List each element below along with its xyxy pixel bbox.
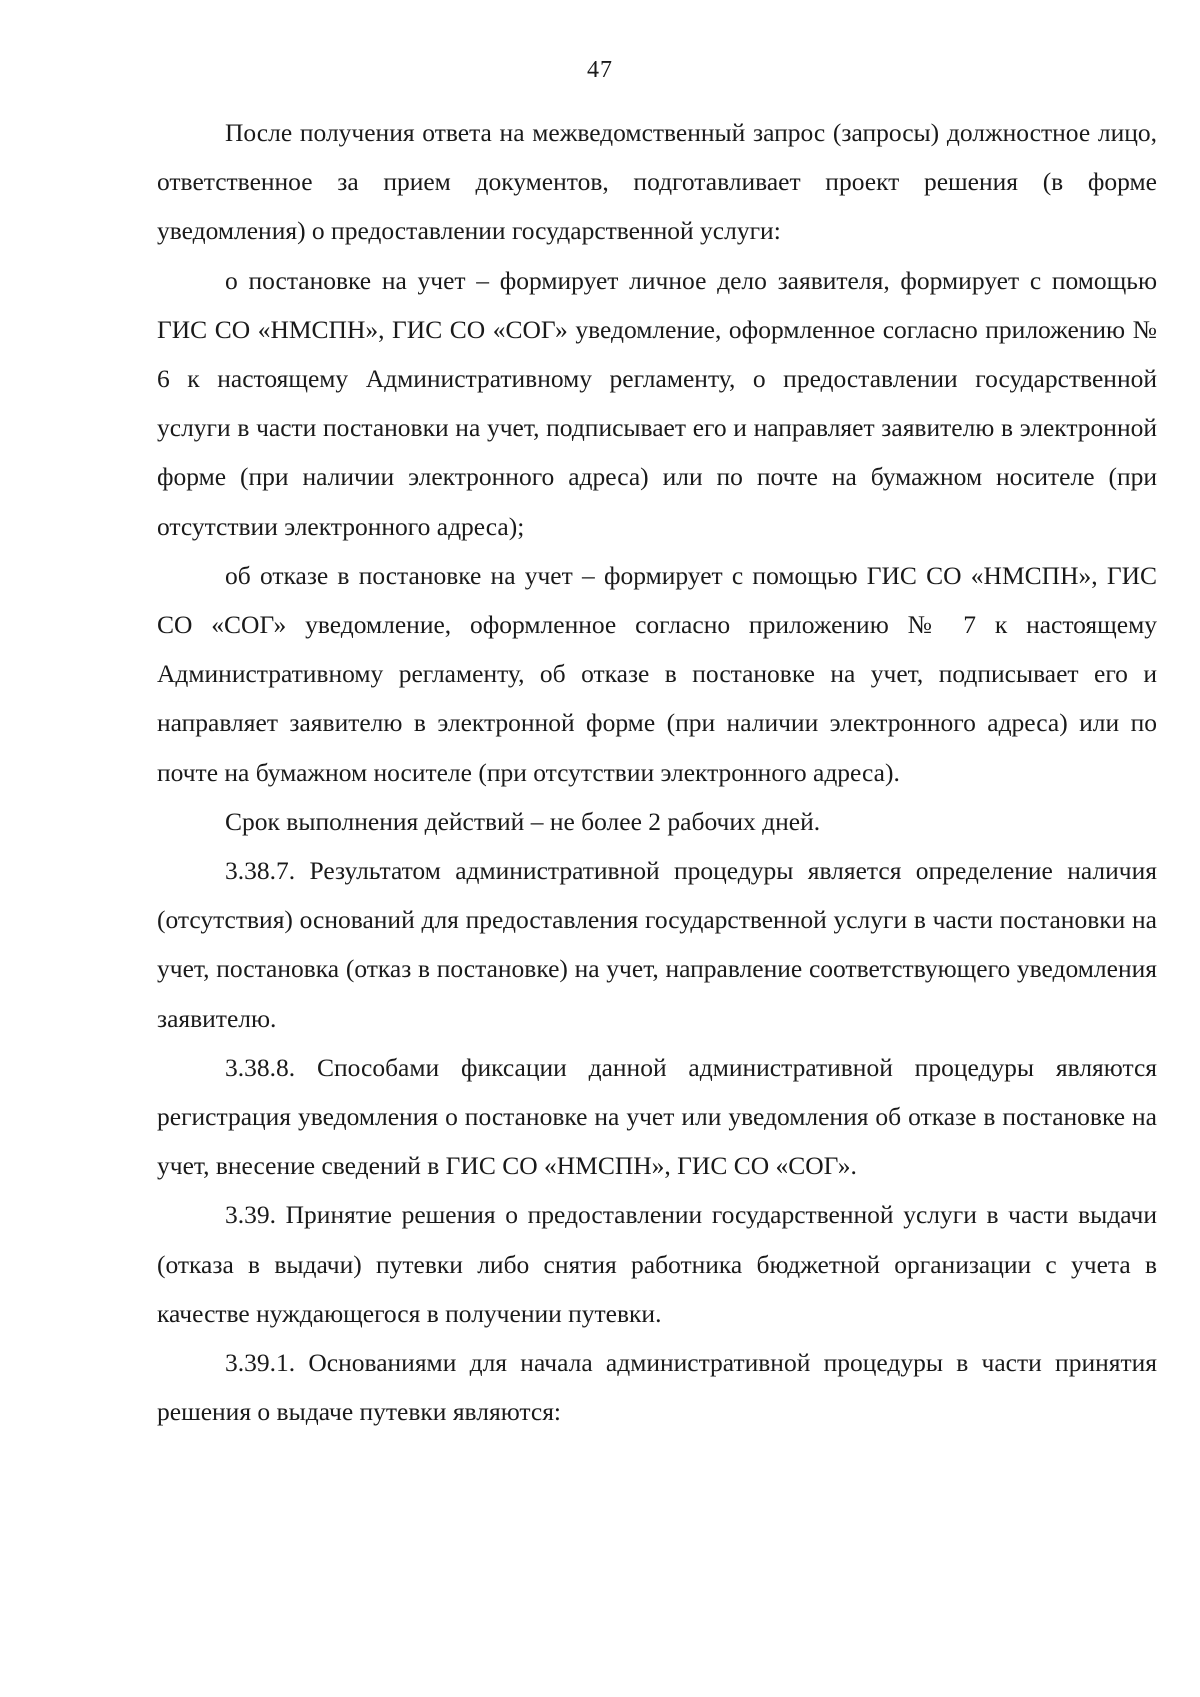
document-body xyxy=(157,108,1157,1436)
paragraph-registration: о постановке на учет – формирует личное дело заявителя, формирует с помощью ГИС СО «НМСПН», ГИС СО «СОГ» уведомление, оформленное согласно приложению № 6 к настоящему Административному регламенту, о предоставлении государственной услуги в части постановки на учет, подписывает его и направляет заявителю в электронной форме (при наличии электронного адреса) или по почте на бумажном носителе (при отсутствии электронного адреса); xyxy=(157,265,1157,541)
paragraph-refusal: об отказе в постановке на учет – формирует с помощью ГИС СО «НМСПН», ГИС СО «СОГ» уведомление, оформленное согласно приложению № 7 к настоящему Административному регламенту, об отказе в постановке на учет, подписывает его и направляет заявителю в электронной форме (при наличии электронного адреса) или по почте на бумажном носителе (при отсутствии электронного адреса). xyxy=(157,560,1157,787)
paragraph-3-39: 3.39. Принятие решения о предоставлении государственной услуги в части выдачи (отказа в выдачи) путевки либо снятия работника бюджетной организации с учета в качестве нуждающегося в получении путевки. xyxy=(157,1200,1157,1328)
paragraph-intro: После получения ответа на межведомственный запрос (запросы) должностное лицо, ответственное за прием документов, подготавливает проект решения (в форме уведомления) о предоставлении государственной услуги: xyxy=(157,118,1157,246)
paragraph-deadline: Срок выполнения действий – не более 2 рабочих дней. xyxy=(225,806,821,836)
paragraph-3-38-7: 3.38.7. Результатом административной процедуры является определение наличия (отсутствия) оснований для предоставления государственной услуги в части постановки на учет, постановка (отказ в постановке) на учет, направление соответствующего уведомления заявителю. xyxy=(157,856,1157,1033)
paragraph-3-38-8: 3.38.8. Способами фиксации данной административной процедуры являются регистрация уведомления о постановке на учет или уведомления об отказе в постановке на учет, внесение сведений в ГИС СО «НМСПН», ГИС СО «СОГ». xyxy=(157,1052,1157,1181)
page-number: 47 xyxy=(587,57,613,83)
paragraph-3-39-1: 3.39.1. Основаниями для начала административной процедуры в части принятия решения о выдаче путевки являются: xyxy=(157,1348,1157,1427)
